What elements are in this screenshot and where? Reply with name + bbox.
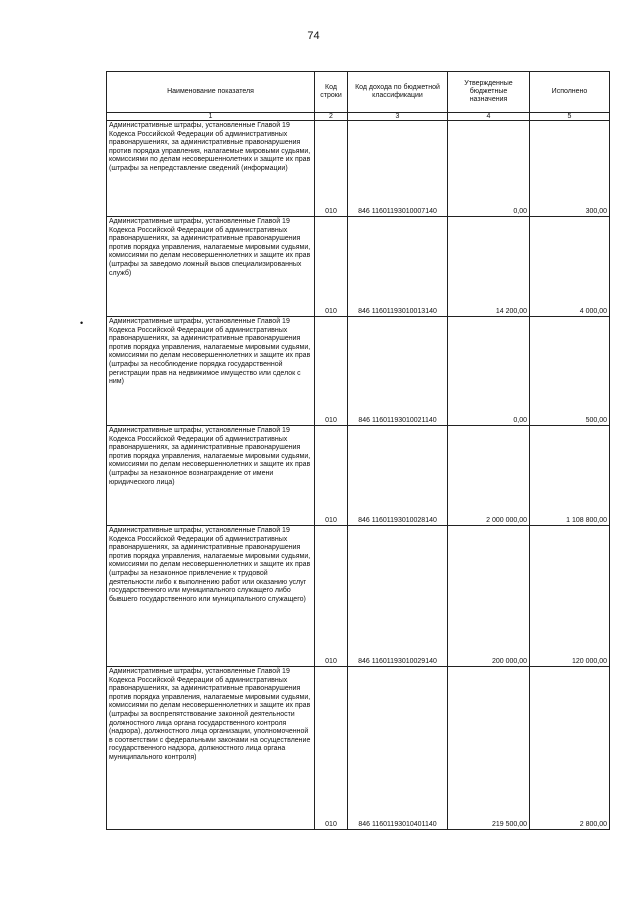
stray-mark: • <box>80 318 84 328</box>
line-code: 010 <box>315 121 348 217</box>
budget-code: 846 11601193010021140 <box>348 317 448 426</box>
column-number: 3 <box>348 113 448 121</box>
approved-amount: 0,00 <box>448 121 530 217</box>
line-code: 010 <box>315 426 348 526</box>
budget-code: 846 11601193010007140 <box>348 121 448 217</box>
executed-amount: 300,00 <box>530 121 610 217</box>
header-budget-code: Код дохода по бюджетной классификации <box>348 72 448 113</box>
executed-amount: 4 000,00 <box>530 217 610 317</box>
line-code: 010 <box>315 526 348 667</box>
approved-amount: 0,00 <box>448 317 530 426</box>
indicator-name: Административные штрафы, установленные Главой 19 Кодекса Российской Федерации об административных правонарушениях, за административные правонарушения против порядка управления, налагаемые мировыми судьями, комиссиями по делам несовершеннолетних и защите их прав (штрафы за воспрепятствование законной деятельности должностного лица органа государственного контроля (надзора), должностного лица организации, уполномоченной в соответствии с федеральными законами на осуществление государственного надзора, должностного лица органа муниципального контроля) <box>107 667 315 830</box>
page-number: 74 <box>307 30 320 42</box>
table-row <box>107 121 610 217</box>
header-approved: Утвержденные бюджетные назначения <box>448 72 530 113</box>
budget-code: 846 11601193010029140 <box>348 526 448 667</box>
column-number: 2 <box>315 113 348 121</box>
indicator-name: Административные штрафы, установленные Главой 19 Кодекса Российской Федерации об административных правонарушениях, за административные правонарушения против порядка управления, налагаемые мировыми судьями, комиссиями по делам несовершеннолетних и защите их прав (штрафы за несоблюдение порядка государственной регистрации прав на недвижимое имущество или сделок с ним) <box>107 317 315 426</box>
executed-amount: 2 800,00 <box>530 667 610 830</box>
budget-execution-table <box>106 71 610 830</box>
table-row <box>107 426 610 526</box>
table-row <box>107 526 610 667</box>
table-row <box>107 667 610 830</box>
column-number: 4 <box>448 113 530 121</box>
budget-code: 846 11601193010028140 <box>348 426 448 526</box>
table-header-row <box>107 72 610 113</box>
header-line-code: Код строки <box>315 72 348 113</box>
indicator-name: Административные штрафы, установленные Главой 19 Кодекса Российской Федерации об административных правонарушениях, за административные правонарушения против порядка управления, налагаемые мировыми судьями, комиссиями по делам несовершеннолетних и защите их прав (штрафы за непредставление сведений (информации) <box>107 121 315 217</box>
table-row <box>107 317 610 426</box>
budget-code: 846 11601193010013140 <box>348 217 448 317</box>
header-executed: Исполнено <box>530 72 610 113</box>
executed-amount: 120 000,00 <box>530 526 610 667</box>
approved-amount: 219 500,00 <box>448 667 530 830</box>
indicator-name: Административные штрафы, установленные Главой 19 Кодекса Российской Федерации об административных правонарушениях, за административные правонарушения против порядка управления, налагаемые мировыми судьями, комиссиями по делам несовершеннолетних и защите их прав (штрафы за незаконное вознаграждение от имени юридического лица) <box>107 426 315 526</box>
indicator-name: Административные штрафы, установленные Главой 19 Кодекса Российской Федерации об административных правонарушениях, за административные правонарушения против порядка управления, налагаемые мировыми судьями, комиссиями по делам несовершеннолетних и защите их прав (штрафы за заведомо ложный вызов специализированных служб) <box>107 217 315 317</box>
executed-amount: 1 108 800,00 <box>530 426 610 526</box>
line-code: 010 <box>315 667 348 830</box>
approved-amount: 14 200,00 <box>448 217 530 317</box>
column-number-row <box>107 113 610 121</box>
table-row <box>107 217 610 317</box>
budget-code: 846 11601193010401140 <box>348 667 448 830</box>
column-number: 1 <box>107 113 315 121</box>
indicator-name: Административные штрафы, установленные Главой 19 Кодекса Российской Федерации об административных правонарушениях, за административные правонарушения против порядка управления, налагаемые мировыми судьями, комиссиями по делам несовершеннолетних и защите их прав (штрафы за незаконное привлечение к трудовой деятельности либо к выполнению работ или оказанию услуг государственного или муниципального служащего либо бывшего государственного или муниципального служащего) <box>107 526 315 667</box>
line-code: 010 <box>315 317 348 426</box>
header-indicator-name: Наименование показателя <box>107 72 315 113</box>
column-number: 5 <box>530 113 610 121</box>
approved-amount: 2 000 000,00 <box>448 426 530 526</box>
approved-amount: 200 000,00 <box>448 526 530 667</box>
line-code: 010 <box>315 217 348 317</box>
executed-amount: 500,00 <box>530 317 610 426</box>
